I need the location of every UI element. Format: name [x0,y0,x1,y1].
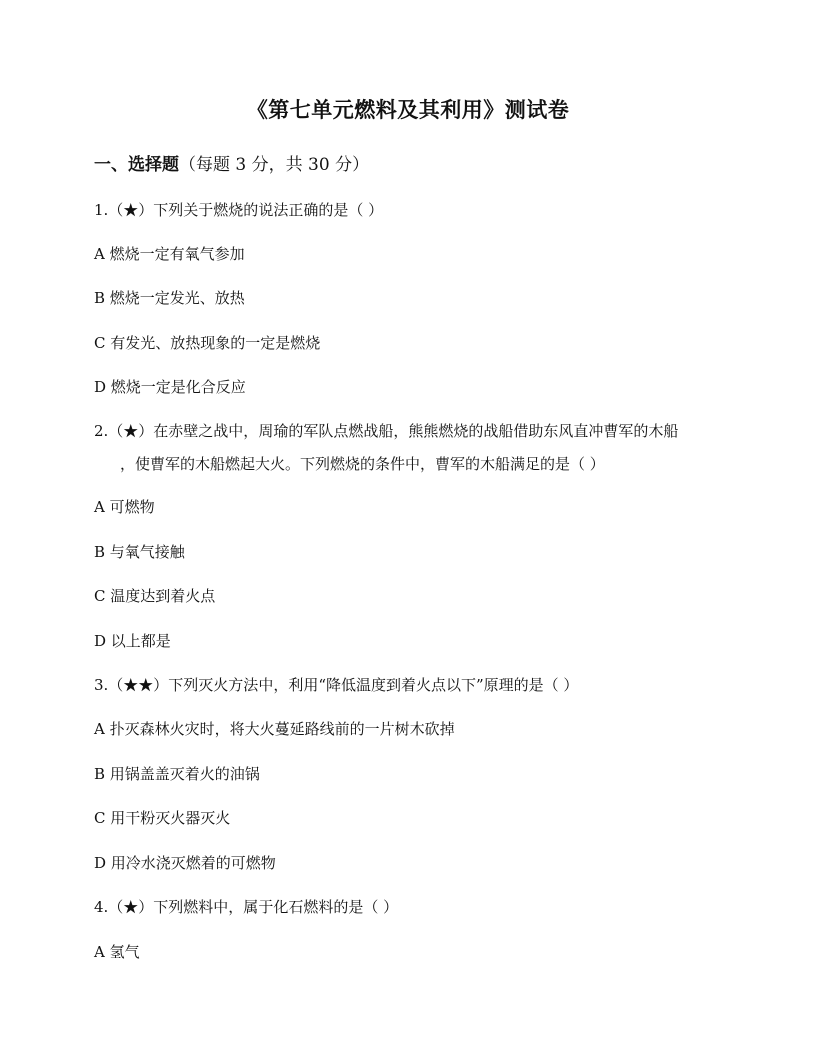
question-3-option-a: A 扑灭森林火灾时，将大火蔓延路线前的一片树木砍掉 [94,720,455,738]
question-2-stem-continued: ，使曹军的木船燃起大火。下列燃烧的条件中，曹军的木船满足的是（ ） [120,455,605,473]
section-heading-text: 一、选择题 [94,155,179,175]
question-1-option-d: D 燃烧一定是化合反应 [94,378,246,396]
question-2-option-b: B 与氧气接触 [94,543,185,561]
question-3-stem: 3.（★★）下列灭火方法中，利用“降低温度到着火点以下”原理的是（ ） [94,676,579,694]
document-title: 《第七单元燃料及其利用》测试卷 [246,97,570,122]
question-2-option-c: C 温度达到着火点 [94,587,216,605]
question-1-option-c: C 有发光、放热现象的一定是燃烧 [94,334,321,352]
question-2-option-d: D 以上都是 [94,632,171,650]
question-3-option-c: C 用干粉灭火器灭火 [94,809,231,827]
question-4-stem: 4.（★）下列燃料中，属于化石燃料的是（ ） [94,898,399,916]
question-2-option-a: A 可燃物 [94,498,155,516]
question-1-option-b: B 燃烧一定发光、放热 [94,289,245,307]
question-4-option-a: A 氢气 [94,943,140,961]
question-3-option-b: B 用锅盖盖灭着火的油锅 [94,765,260,783]
question-3-option-d: D 用冷水浇灭燃着的可燃物 [94,854,276,872]
section-heading [94,150,369,175]
question-1-option-a: A 燃烧一定有氧气参加 [94,245,245,263]
question-1-stem: 1.（★）下列关于燃烧的说法正确的是（ ） [94,201,384,219]
question-2-stem: 2.（★）在赤壁之战中，周瑜的军队点燃战船，熊熊燃烧的战船借助东风直冲曹军的木船 [94,422,679,440]
section-scoring-note: （每题 3 分，共 30 分） [179,155,370,175]
